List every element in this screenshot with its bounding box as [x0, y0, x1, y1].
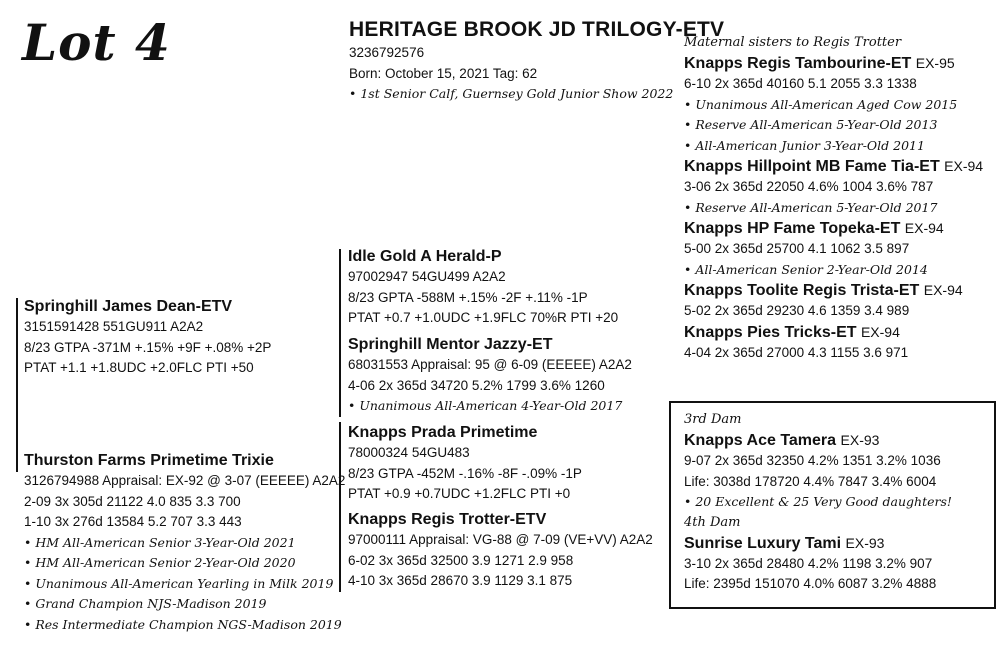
sire-dam-block [348, 334, 632, 417]
dam-record: 1-10 3x 276d 13584 5.2 707 3.3 443 [24, 514, 242, 529]
dam-sire-name: Knapps Prada Primetime [348, 424, 538, 441]
sister-award: • All-American Senior 2-Year-Old 2014 [684, 261, 928, 277]
sire-sire-name: Idle Gold A Herald-P [348, 248, 502, 265]
dam-dam-record: 6-02 3x 365d 32500 3.9 1271 2.9 958 [348, 552, 574, 568]
sister-award: • Unanimous All-American Aged Cow 2015 [684, 96, 958, 112]
dam-dam-record: 4-10 3x 365d 28670 3.9 1129 3.1 875 [348, 573, 573, 588]
sire-id-line: 3151591428 551GU911 A2A2 [24, 319, 204, 334]
sire-sire-block [348, 246, 618, 329]
sister-name: Knapps HP Fame Topeka-ET EX-94 [684, 220, 944, 237]
sister-name: Knapps Regis Tambourine-ET EX-95 [684, 55, 955, 72]
subject-block [349, 17, 724, 105]
dam-sire-id-line: 78000324 54GU483 [348, 445, 470, 460]
third-dam-award: • 20 Excellent & 25 Very Good daughters! [684, 494, 952, 509]
sire-dam-id-line: 68031553 Appraisal: 95 @ 6-09 (EEEEE) A2A2 [348, 357, 632, 372]
sire-sire-id-line: 97002947 54GU499 A2A2 [348, 269, 506, 284]
dam-id-line: 3126794988 Appraisal: EX-92 @ 3-07 (EEEEE) A2A2 [24, 473, 346, 488]
sister-record: 5-02 2x 365d 29230 4.6 1359 3.4 989 [684, 303, 910, 318]
dam-record: 2-09 3x 305d 21122 4.0 835 3.3 700 [24, 493, 241, 509]
sister-award: • All-American Junior 3-Year-Old 2011 [684, 137, 925, 153]
sister-classification: EX-94 [904, 220, 944, 236]
third-dam-label: 3rd Dam [684, 412, 742, 427]
fourth-dam-name: Sunrise Luxury Tami EX-93 [684, 534, 885, 552]
sister-classification: EX-94 [944, 158, 984, 174]
dam-line-box [669, 401, 996, 609]
fourth-dam-lifetime: Life: 2395d 151070 4.0% 6087 3.2% 4888 [684, 576, 937, 591]
sister-classification: EX-94 [923, 282, 963, 298]
third-dam-record: 9-07 2x 365d 32350 4.2% 1351 3.2% 1036 [684, 453, 941, 468]
maternal-sisters-heading: Maternal sisters to Regis Trotter [684, 35, 902, 50]
sister-name: Knapps Toolite Regis Trista-ET EX-94 [684, 282, 963, 299]
dam-dam-name: Knapps Regis Trotter-ETV [348, 511, 547, 528]
dam-sire-block [348, 422, 582, 505]
pedigree-bracket-sire [339, 249, 341, 417]
subject-born-tag: Born: October 15, 2021 Tag: 62 [349, 65, 538, 81]
dam-award: • Grand Champion NJS-Madison 2019 [24, 596, 267, 611]
third-dam-name: Knapps Ace Tamera EX-93 [684, 432, 880, 449]
dam-award: • Unanimous All-American Yearling in Milk 2019 [24, 575, 334, 591]
dam-name: Thurston Farms Primetime Trixie [24, 452, 274, 469]
dam-dam-id-line: 97000111 Appraisal: VG-88 @ 7-09 (VE+VV) A2A2 [348, 532, 653, 547]
dam-award: • HM All-American Senior 3-Year-Old 2021 [24, 534, 296, 550]
third-dam-block [684, 410, 952, 595]
sister-classification: EX-94 [860, 323, 900, 340]
sire-block [24, 296, 271, 379]
third-dam-lifetime: Life: 3038d 178720 4.4% 7847 3.4% 6004 [684, 473, 937, 489]
sister-record: 5-00 2x 365d 25700 4.1 1062 3.5 897 [684, 241, 910, 256]
sire-name: Springhill James Dean-ETV [24, 298, 233, 315]
maternal-sisters-block [684, 33, 983, 363]
sister-record: 4-04 2x 365d 27000 4.3 1155 3.6 971 [684, 344, 909, 360]
pedigree-bracket-left [16, 298, 18, 472]
dam-block [24, 450, 345, 635]
fourth-dam-record: 3-10 2x 365d 28480 4.2% 1198 3.2% 907 [684, 555, 933, 571]
sister-record: 3-06 2x 365d 22050 4.6% 1004 3.6% 787 [684, 179, 934, 194]
fourth-dam-classification: EX-93 [845, 534, 885, 551]
sister-award: • Reserve All-American 5-Year-Old 2013 [684, 117, 938, 132]
third-dam-classification: EX-93 [840, 432, 880, 448]
lot-label: Lot 4 [22, 13, 171, 72]
sire-dam-record: 4-06 2x 365d 34720 5.2% 1799 3.6% 1260 [348, 377, 605, 393]
sister-award: • Reserve All-American 5-Year-Old 2017 [684, 199, 938, 215]
sire-dam-award: • Unanimous All-American 4-Year-Old 2017 [348, 398, 623, 413]
sister-name: Knapps Hillpoint MB Fame Tia-ET EX-94 [684, 158, 984, 175]
dam-sire-ptat-line: PTAT +0.9 +0.7UDC +1.2FLC PTI +0 [348, 486, 571, 501]
sire-ptat-line: PTAT +1.1 +1.8UDC +2.0FLC PTI +50 [24, 360, 254, 375]
subject-name: HERITAGE BROOK JD TRILOGY-ETV [349, 18, 725, 41]
sire-sire-genomics-line: 8/23 GPTA -588M +.15% -2F +.11% -1P [348, 289, 588, 305]
sire-genomics-line: 8/23 GTPA -371M +.15% +9F +.08% +2P [24, 339, 272, 355]
subject-award: • 1st Senior Calf, Guernsey Gold Junior Show 2022 [349, 86, 674, 101]
sister-classification: EX-95 [915, 55, 955, 71]
sister-name: Knapps Pies Tricks-ET EX-94 [684, 323, 900, 341]
dam-dam-block [348, 509, 653, 592]
dam-award: • Res Intermediate Champion NGS-Madison 2019 [24, 616, 342, 632]
sire-sire-ptat-line: PTAT +0.7 +1.0UDC +1.9FLC 70%R PTI +20 [348, 310, 619, 325]
fourth-dam-label: 4th Dam [684, 514, 741, 530]
dam-sire-genomics-line: 8/23 GTPA -452M -.16% -8F -.09% -1P [348, 465, 582, 481]
sister-record: 6-10 2x 365d 40160 5.1 2055 3.3 1338 [684, 76, 917, 91]
sire-dam-name: Springhill Mentor Jazzy-ET [348, 336, 553, 353]
dam-award: • HM All-American Senior 2-Year-Old 2020 [24, 555, 296, 570]
subject-registration: 3236792576 [349, 45, 425, 60]
